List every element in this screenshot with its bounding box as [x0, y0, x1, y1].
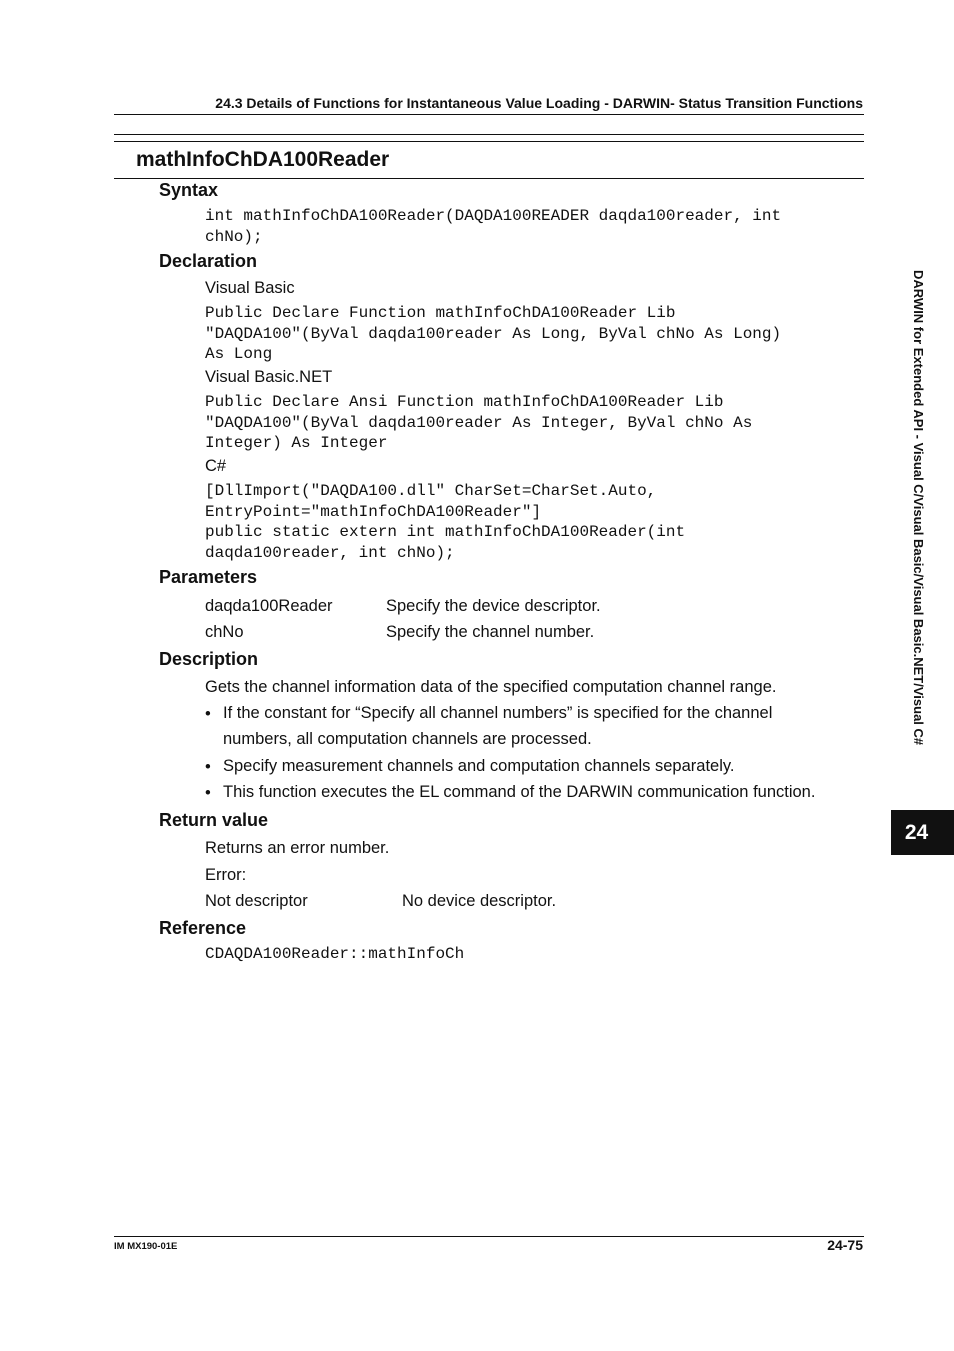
description-bullet: Specify measurement channels and computation channels separately. [223, 757, 735, 775]
description-heading: Description [159, 649, 259, 669]
vb-label: Visual Basic [205, 279, 295, 297]
bullet-marker: • [205, 758, 211, 776]
param-name: chNo [205, 623, 244, 641]
return-heading: Return value [159, 810, 269, 830]
error-label: Error: [205, 866, 247, 884]
error-name: Not descriptor [205, 892, 308, 910]
vbnet-code: Public Declare Ansi Function mathInfoChDA100Reader Lib "DAQDA100"(ByVal daqda100reader As Integer, ByVal chNo As Integer) As Integer [205, 393, 753, 452]
syntax-heading: Syntax [159, 180, 219, 200]
header-rule [114, 114, 864, 115]
title-top-rule [114, 134, 864, 135]
reference-heading: Reference [159, 918, 247, 938]
parameters-heading: Parameters [159, 567, 258, 587]
side-chapter-title: DARWIN for Extended API - Visual C/Visual Basic/Visual Basic.NET/Visual C# [911, 270, 926, 746]
return-line: Returns an error number. [205, 839, 390, 857]
page-number: 24-75 [827, 1237, 863, 1253]
bullet-marker: • [205, 784, 211, 802]
vb-code: Public Declare Function mathInfoChDA100Reader Lib "DAQDA100"(ByVal daqda100reader As Long, ByVal chNo As Long) As Long [205, 304, 782, 363]
chapter-tab: 24 [891, 810, 954, 855]
cs-code: [DllImport("DAQDA100.dll" CharSet=CharSet.Auto, EntryPoint="mathInfoChDA100Reader"] public static extern int mathInfoChDA100Reader(int daqda100reader, int chNo); [205, 482, 686, 562]
param-desc: Specify the channel number. [386, 623, 595, 641]
description-intro: Gets the channel information data of the specified computation channel range. [205, 678, 777, 696]
syntax-code: int mathInfoChDA100Reader(DAQDA100READER daqda100reader, int chNo); [205, 207, 782, 246]
running-header: 24.3 Details of Functions for Instantaneous Value Loading - DARWIN- Status Transition Functions [215, 95, 863, 111]
declaration-heading: Declaration [159, 251, 258, 271]
description-bullet: If the constant for “Specify all channel numbers” is specified for the channel numbers, all computation channels are processed. [223, 704, 773, 748]
function-title: mathInfoChDA100Reader [136, 148, 390, 171]
reference-code: CDAQDA100Reader::mathInfoCh [205, 945, 465, 963]
title-top-rule-inner [114, 141, 864, 142]
error-desc: No device descriptor. [402, 892, 557, 910]
title-bottom-rule [114, 178, 864, 179]
vbnet-label: Visual Basic.NET [205, 368, 333, 386]
description-bullet: This function executes the EL command of the DARWIN communication function. [223, 783, 816, 801]
footer-rule [114, 1236, 864, 1237]
manual-id: IM MX190-01E [114, 1241, 178, 1252]
param-name: daqda100Reader [205, 597, 333, 615]
param-desc: Specify the device descriptor. [386, 597, 601, 615]
cs-label: C# [205, 457, 227, 475]
bullet-marker: • [205, 705, 211, 723]
